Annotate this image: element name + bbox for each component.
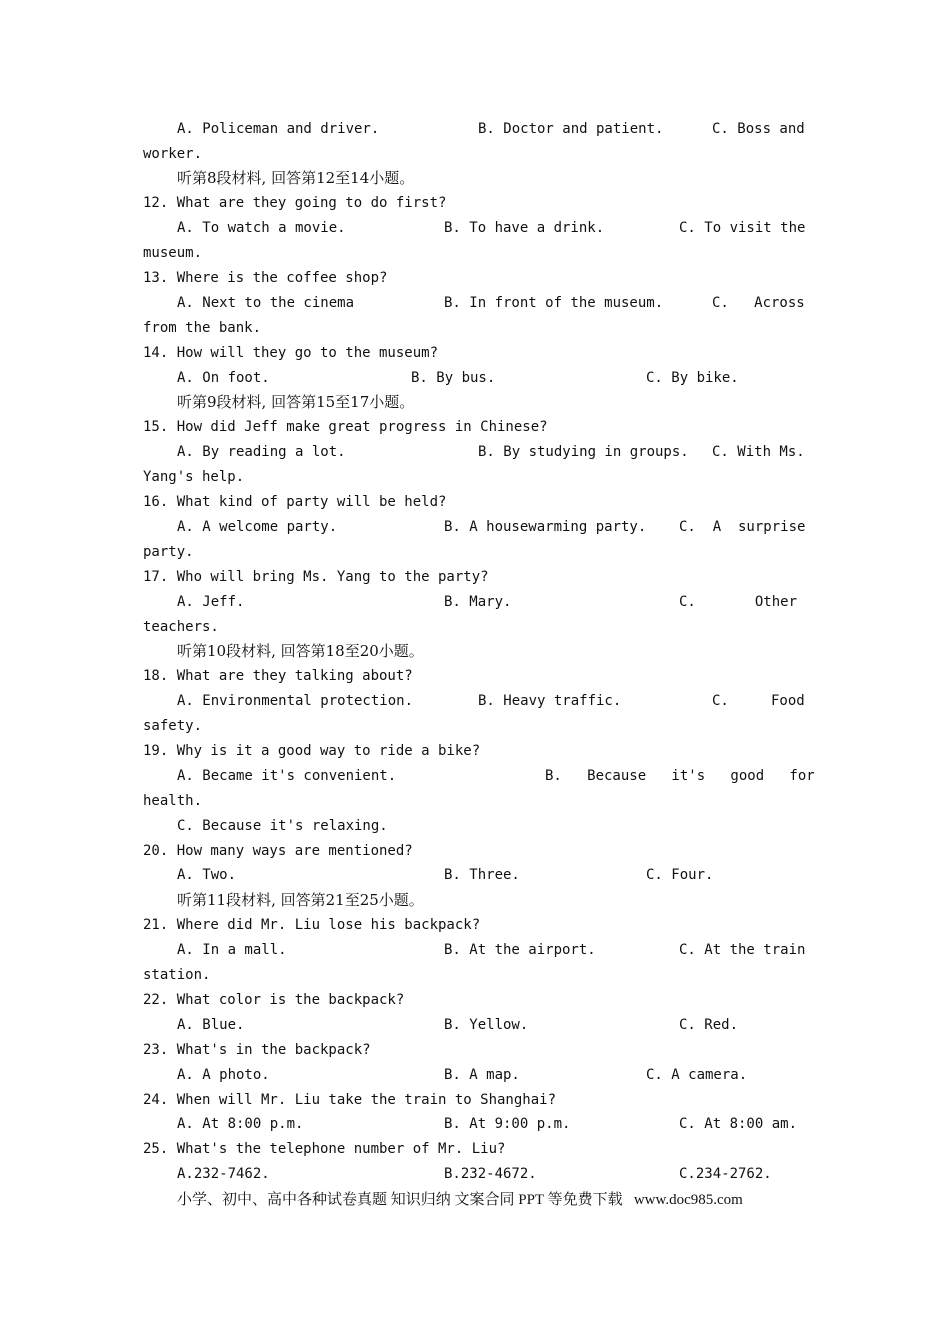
q17-option-c-cont: teachers. — [143, 619, 219, 635]
q14-option-a: A. On foot. — [177, 370, 270, 386]
q21-option-c: C. At the train — [679, 942, 806, 958]
q25-option-a: A.232-7462. — [177, 1166, 270, 1182]
q18-option-c-cont: safety. — [143, 718, 203, 734]
q19-option-c: C. Because it's relaxing. — [177, 818, 388, 834]
q23-option-b: B. A map. — [444, 1067, 520, 1083]
q19-option-b-cont: health. — [143, 793, 203, 809]
q18-option-b: B. Heavy traffic. — [478, 693, 622, 709]
q24-stem: 24. When will Mr. Liu take the train to Shanghai? — [143, 1092, 557, 1108]
q16-option-c-cont: party. — [143, 544, 194, 560]
q16-option-c: C. A surprise — [679, 519, 806, 535]
q15-option-c: C. With Ms. — [712, 444, 805, 460]
q15-option-a: A. By reading a lot. — [177, 444, 346, 460]
q23-stem: 23. What's in the backpack? — [143, 1042, 371, 1058]
q13-option-b: B. In front of the museum. — [444, 295, 664, 311]
q12-option-a: A. To watch a movie. — [177, 220, 346, 236]
q24-option-b: B. At 9:00 p.m. — [444, 1116, 571, 1132]
q20-option-b: B. Three. — [444, 867, 520, 883]
q13-option-a: A. Next to the cinema — [177, 295, 355, 311]
q19-option-b: B. Because it's good for — [545, 768, 815, 784]
q17-option-a: A. Jeff. — [177, 594, 245, 610]
q11-option-c-cont: worker. — [143, 146, 203, 162]
q11-option-b: B. Doctor and patient. — [478, 121, 664, 137]
q22-option-b: B. Yellow. — [444, 1017, 529, 1033]
q18-option-c: C. Food — [712, 693, 805, 709]
q25-option-c: C.234-2762. — [679, 1166, 772, 1182]
q12-option-c-cont: museum. — [143, 245, 203, 261]
q22-stem: 22. What color is the backpack? — [143, 992, 405, 1008]
q15-option-c-cont: Yang's help. — [143, 469, 245, 485]
q12-option-b: B. To have a drink. — [444, 220, 605, 236]
q14-option-b: B. By bus. — [411, 370, 496, 386]
q23-option-c: C. A camera. — [646, 1067, 748, 1083]
q15-option-b: B. By studying in groups. — [478, 444, 689, 460]
q19-option-a: A. Became it's convenient. — [177, 768, 397, 784]
q18-stem: 18. What are they talking about? — [143, 668, 413, 684]
q24-option-c: C. At 8:00 am. — [679, 1116, 798, 1132]
q24-option-a: A. At 8:00 p.m. — [177, 1116, 304, 1132]
q14-option-c: C. By bike. — [646, 370, 739, 386]
q25-option-b: B.232-4672. — [444, 1166, 537, 1182]
q13-option-c: C. Across — [712, 295, 805, 311]
q16-stem: 16. What kind of party will be held? — [143, 494, 447, 510]
q12-stem: 12. What are they going to do first? — [143, 195, 447, 211]
q22-option-a: A. Blue. — [177, 1017, 245, 1033]
q25-stem: 25. What's the telephone number of Mr. Liu? — [143, 1141, 506, 1157]
section-11-heading: 听第11段材料, 回答第21至25小题。 — [177, 891, 424, 909]
q11-option-c: C. Boss and — [712, 121, 805, 137]
q13-stem: 13. Where is the coffee shop? — [143, 270, 388, 286]
q17-stem: 17. Who will bring Ms. Yang to the party? — [143, 569, 489, 585]
q16-option-a: A. A welcome party. — [177, 519, 338, 535]
q12-option-c: C. To visit the — [679, 220, 806, 236]
q18-option-a: A. Environmental protection. — [177, 693, 414, 709]
q11-option-a: A. Policeman and driver. — [177, 121, 380, 137]
q16-option-b: B. A housewarming party. — [444, 519, 647, 535]
q14-stem: 14. How will they go to the museum? — [143, 345, 439, 361]
section-8-heading: 听第8段材料, 回答第12至14小题。 — [177, 169, 415, 187]
q17-option-b: B. Mary. — [444, 594, 512, 610]
section-9-heading: 听第9段材料, 回答第15至17小题。 — [177, 393, 415, 411]
q21-option-b: B. At the airport. — [444, 942, 596, 958]
q20-option-c: C. Four. — [646, 867, 714, 883]
q20-option-a: A. Two. — [177, 867, 237, 883]
q22-option-c: C. Red. — [679, 1017, 739, 1033]
q17-option-c: C. Other — [679, 594, 798, 610]
section-10-heading: 听第10段材料, 回答第18至20小题。 — [177, 642, 424, 660]
q15-stem: 15. How did Jeff make great progress in Chinese? — [143, 419, 548, 435]
q21-option-a: A. In a mall. — [177, 942, 287, 958]
q19-stem: 19. Why is it a good way to ride a bike? — [143, 743, 481, 759]
q13-option-c-cont: from the bank. — [143, 320, 262, 336]
q23-option-a: A. A photo. — [177, 1067, 270, 1083]
footer-download-notice: 小学、初中、高中各种试卷真题 知识归纳 文案合同 PPT 等免费下载 www.doc985.com — [177, 1192, 743, 1208]
q21-stem: 21. Where did Mr. Liu lose his backpack? — [143, 917, 481, 933]
q20-stem: 20. How many ways are mentioned? — [143, 843, 413, 859]
q21-option-c-cont: station. — [143, 967, 211, 983]
